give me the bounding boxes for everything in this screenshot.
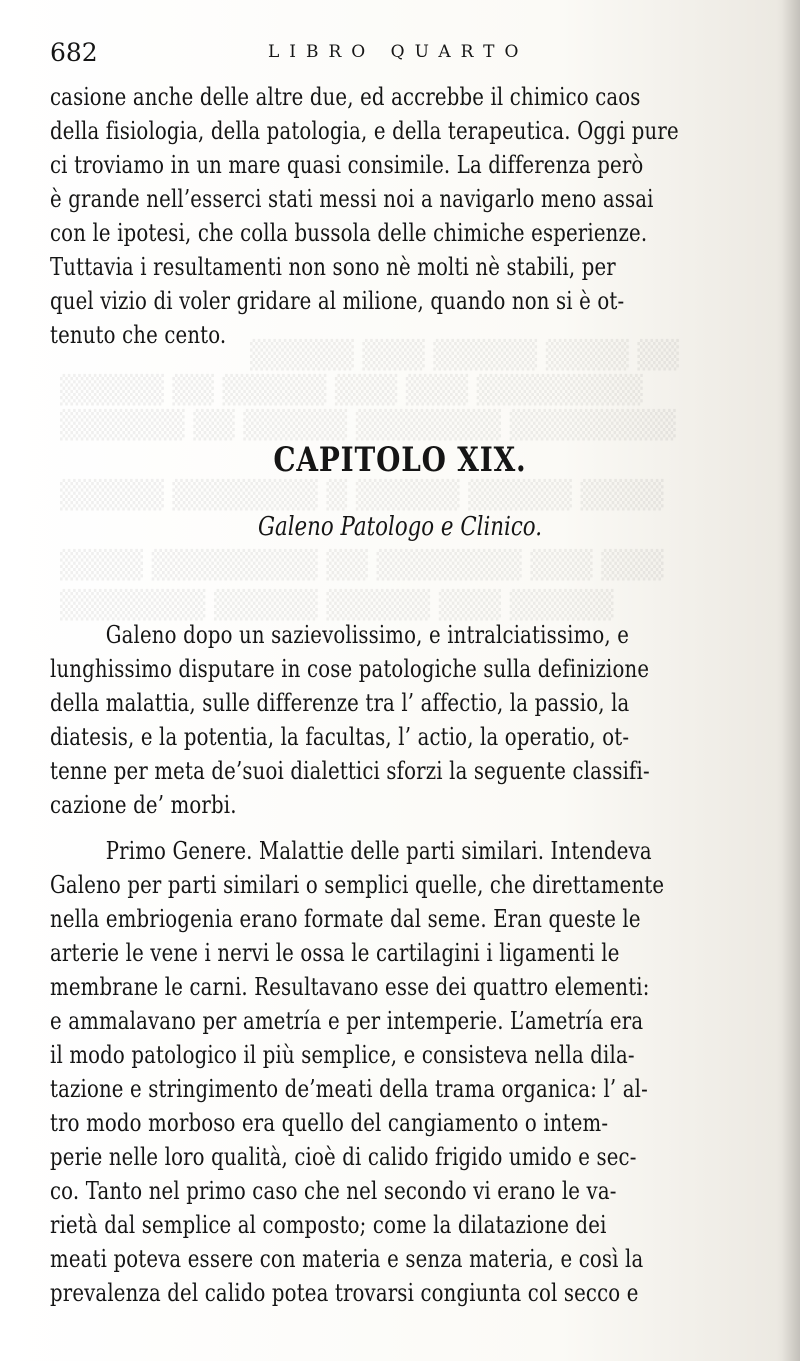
text-line: quel vizio di voler gridare al milione, quando non si è ot- (50, 287, 625, 315)
text-line: con le ipotesi, che colla bussola delle chimiche esperienze. (50, 219, 648, 247)
text-line: prevalenza del calido potea trovarsi congiunta col secco e (50, 1279, 639, 1307)
text-line: arterie le vene i nervi le ossa le cartilagini i ligamenti le (50, 939, 620, 967)
text-line: Galeno per parti similari o semplici quelle, che direttamente (50, 871, 665, 899)
text-line: co. Tanto nel primo caso che nel secondo vi erano le va- (50, 1177, 617, 1205)
text-line: tenuto che cento. (50, 321, 227, 349)
page-edge-shadow (782, 0, 800, 1361)
text-line: cazione de’ morbi. (50, 791, 237, 819)
text-line: della malattia, sulle differenze tra l’ affectio, la passio, la (50, 689, 630, 717)
body-paragraph-2 (50, 834, 755, 1310)
text-line: è grande nell’esserci stati messi noi a navigarlo meno assai (50, 185, 654, 213)
continued-paragraph (50, 80, 755, 352)
running-title: LIBRO QUARTO (268, 42, 529, 62)
text-line: tro modo morboso era quello del cangiamento o intem- (50, 1109, 609, 1137)
text-line: Galeno dopo un sazievolissimo, e intralciatissimo, e (105, 621, 630, 649)
text-line: Primo Genere. Malattie delle parti similari. Intendeva (105, 837, 652, 865)
text-line: perie nelle loro qualità, cioè di calido frigido umido e sec- (50, 1143, 637, 1171)
ghost-line: ​▒▒▒▒▒ ▒▒▒ ▒▒▒▒▒ ▒▒▒▒▒ ▒▒▒▒▒▒▒ (60, 590, 614, 621)
text-line: nella embriogenia erano formate dal seme. Eran queste le (50, 905, 641, 933)
text-line: diatesis, e la potentia, la facultas, l’ actio, la operatio, ot- (50, 723, 630, 751)
ghost-line: ​▒▒▒▒ ▒▒▒▒▒ ▒▒▒▒▒ ▒ ▒▒▒▒▒▒▒ ▒▒▒▒▒ (60, 480, 664, 511)
text-line: Tuttavia i resultamenti non sono nè molti nè stabili, per (50, 253, 616, 281)
ghost-line: ​▒▒▒▒▒▒▒▒ ▒▒▒ ▒▒▒ ▒▒▒▒▒ ▒▒ ▒▒▒▒▒ (60, 375, 643, 406)
ghost-line: ​▒▒ ▒▒▒▒ ▒▒▒▒▒ ▒▒▒ ▒▒▒▒▒ (250, 340, 679, 371)
text-line: tenne per meta de’suoi dialettici sforzi la seguente classifi- (50, 757, 650, 785)
text-line: rietà dal semplice al composto; come la dilatazione dei (50, 1211, 607, 1239)
text-line: e ammalavano per ametría e per intemperie. L’ametría era (50, 1007, 644, 1035)
text-line: il modo patologico il più semplice, e consisteva nella dila- (50, 1041, 635, 1069)
body-paragraph-1 (50, 618, 755, 822)
running-head (50, 38, 750, 74)
page-number: 682 (50, 38, 98, 67)
text-line: meati poteva essere con materia e senza materia, e così la (50, 1245, 644, 1273)
chapter-title: CAPITOLO XIX. (273, 440, 527, 480)
text-line: della fisiologia, della patologia, e della terapeutica. Oggi pure (50, 117, 679, 145)
ghost-line: ​▒▒▒▒▒▒▒▒ ▒▒▒▒▒▒▒ ▒▒▒▒▒ ▒▒ ▒▒▒▒▒▒ (60, 410, 676, 441)
text-line: ci troviamo in un mare quasi consimile. La differenza però (50, 151, 644, 179)
text-line: tazione e stringimento de’meati della trama organica: l’ al- (50, 1075, 648, 1103)
text-line: lunghissimo disputare in cose patologiche sulla definizione (50, 655, 650, 683)
text-line: casione anche delle altre due, ed accrebbe il chimico caos (50, 83, 641, 111)
ghost-line: ​▒▒▒ ▒▒▒ ▒▒▒▒▒▒▒ ▒▒ ▒▒▒▒▒▒▒▒ ▒▒▒▒ (60, 550, 664, 581)
text-line: membrane le carni. Resultavano esse dei quattro elementi: (50, 973, 650, 1001)
chapter-subtitle: Galeno Patologo e Clinico. (257, 512, 543, 542)
